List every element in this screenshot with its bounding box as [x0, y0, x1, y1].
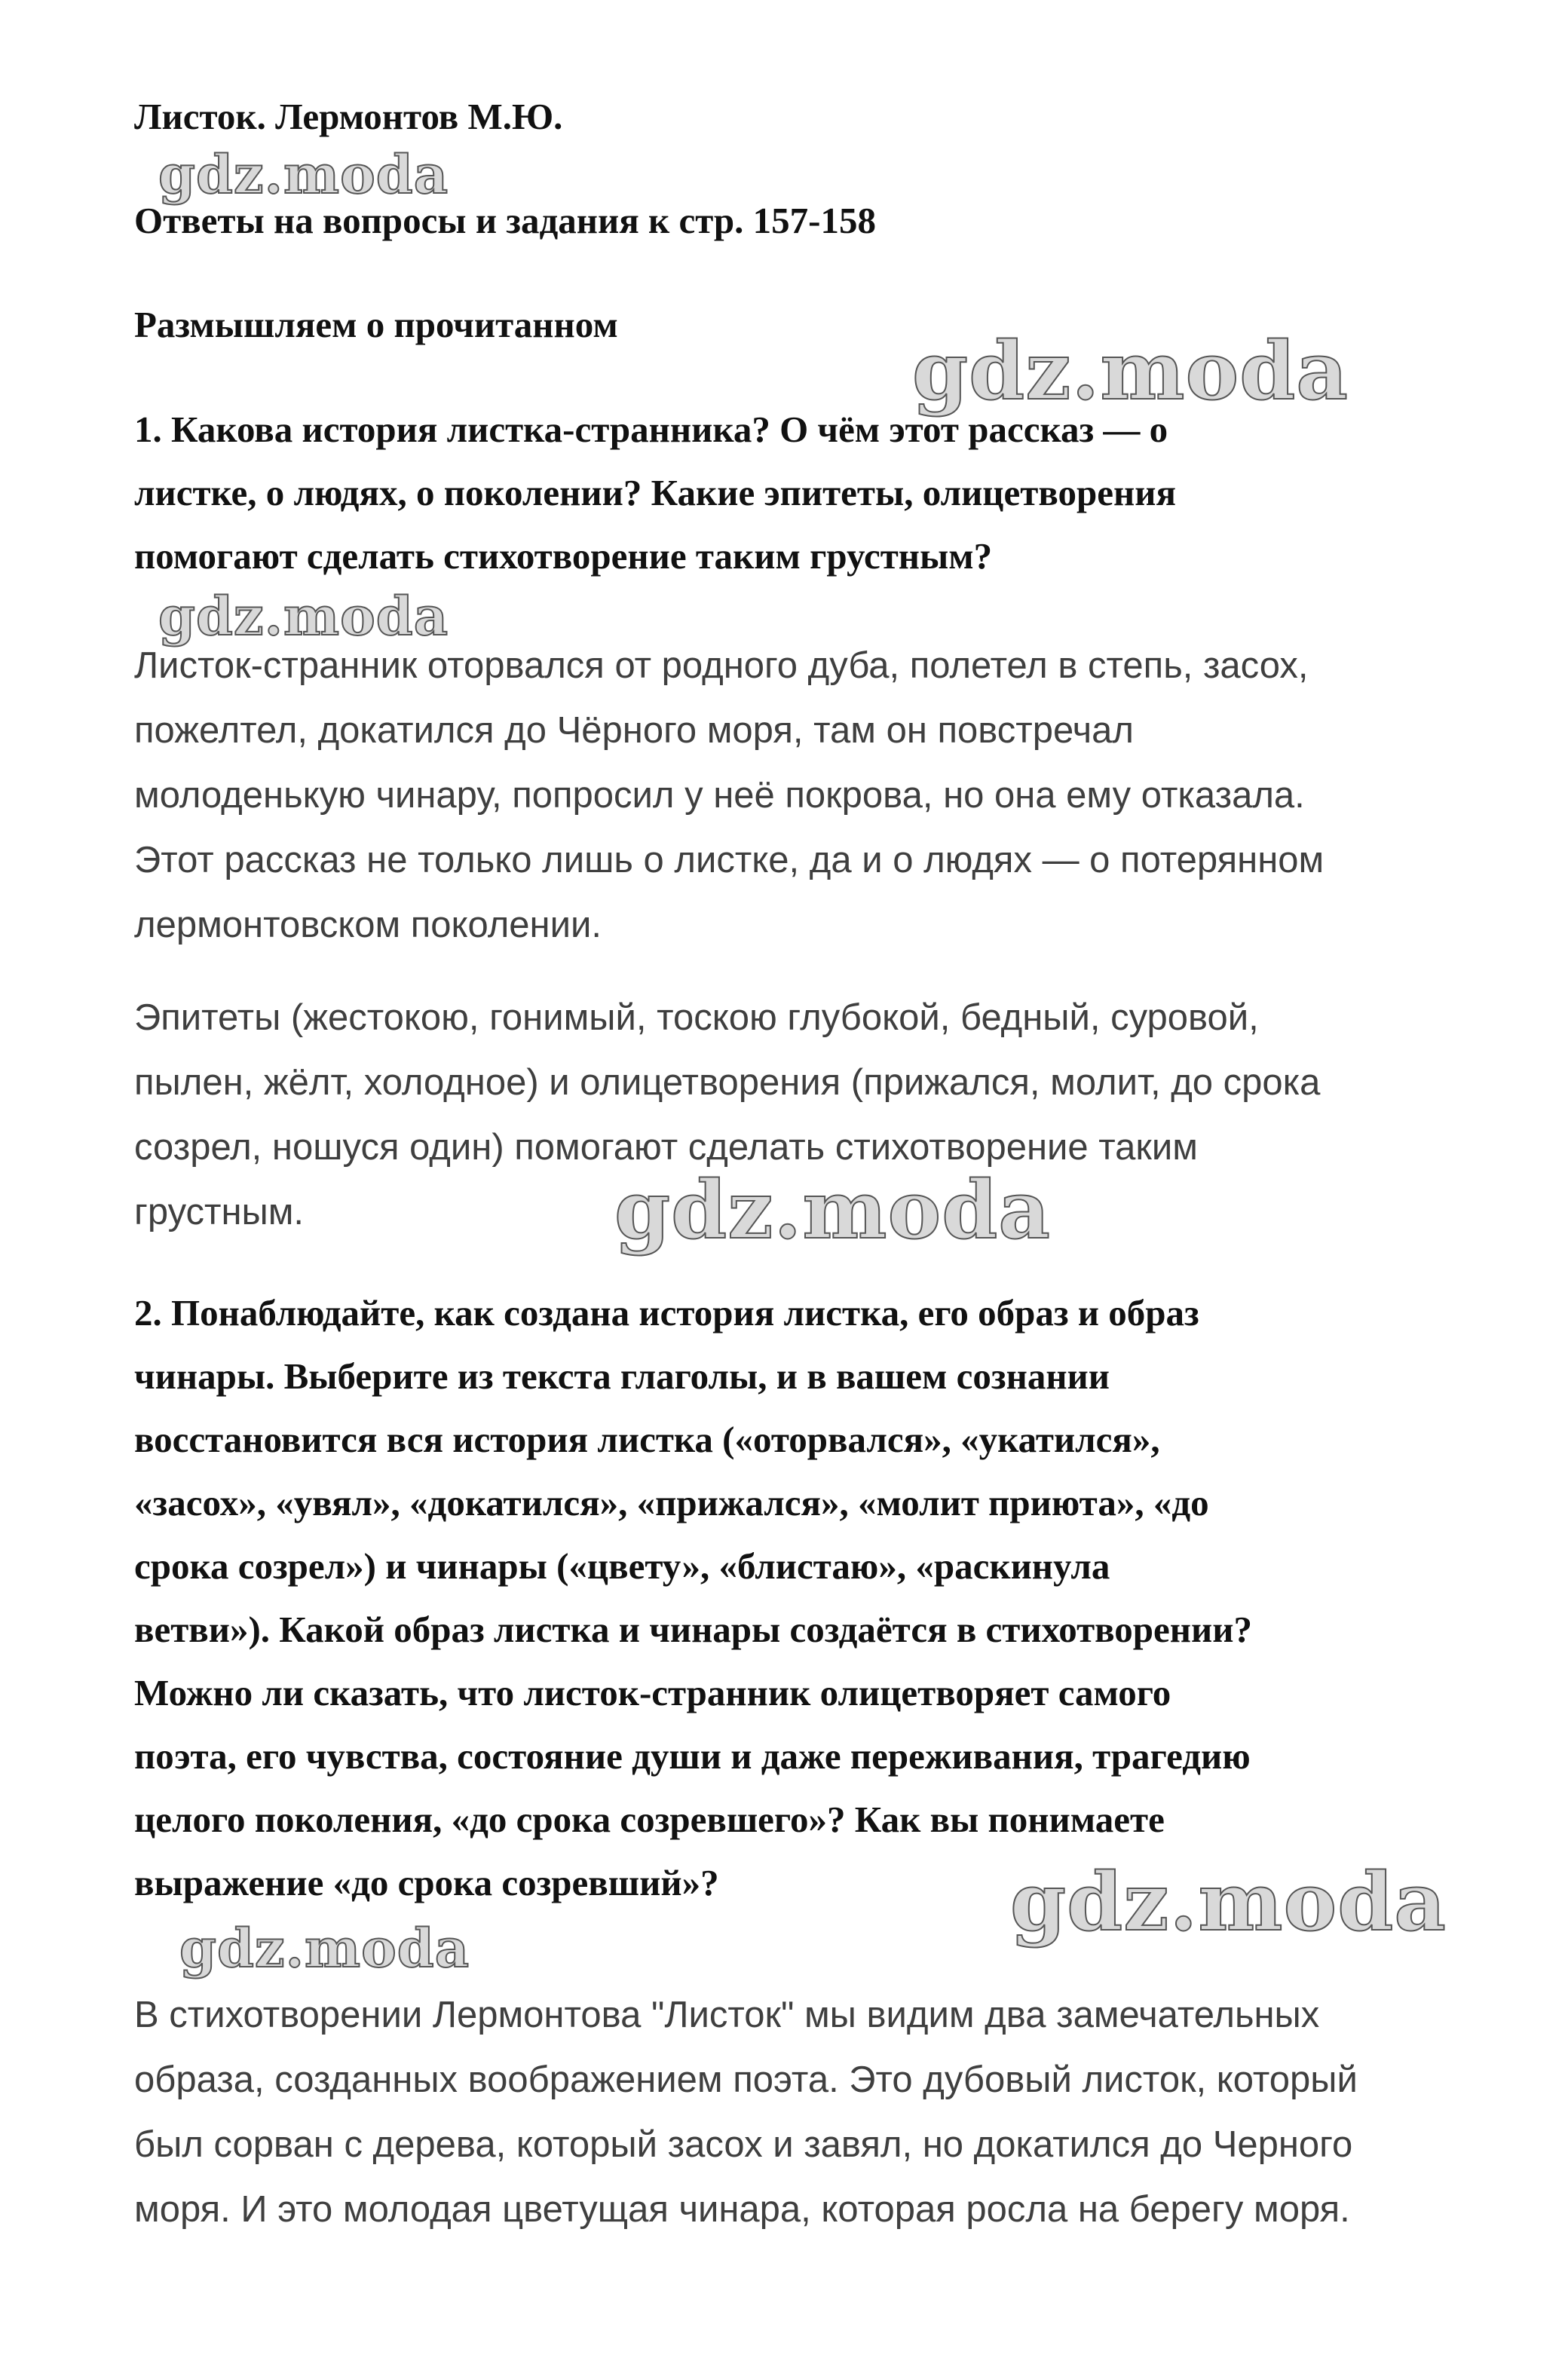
watermark-logo: gdz.moda	[158, 143, 449, 206]
answer-line: лермонтовском поколении.	[134, 905, 602, 945]
question-line: чинары. Выберите из текста глаголы, и в вашем сознании	[134, 1355, 1110, 1397]
answer-line: пожелтел, докатился до Чёрного моря, там он повстречал	[134, 710, 1134, 751]
answer-line: молоденькую чинару, попросил у неё покрова, но она ему отказала.	[134, 775, 1305, 816]
question-2	[134, 1281, 1461, 1915]
document-subtitle: Ответы на вопросы и задания к стр. 157-158	[134, 200, 876, 241]
question-line: восстановится вся история листка («оторвался», «укатился»,	[134, 1419, 1160, 1460]
watermark-logo: gdz.moda	[614, 1162, 1051, 1257]
question-line: выражение «до срока созревший»?	[134, 1862, 719, 1903]
question-1	[134, 398, 1491, 588]
question-line: поэта, его чувства, состояние души и даже переживания, трагедию	[134, 1735, 1251, 1777]
answer-line: В стихотворении Лермонтова "Листок" мы видим два замечательных	[134, 1995, 1320, 2035]
answer-line: Листок-странник оторвался от родного дуба, полетел в степь, засох,	[134, 645, 1309, 686]
watermark-logo: gdz.moda	[158, 585, 449, 648]
question-line: листке, о людях, о поколении? Какие эпитеты, олицетворения	[134, 472, 1176, 513]
question-line: 2. Понаблюдайте, как создана история листка, его образ и образ	[134, 1292, 1199, 1334]
answer-line: пылен, жёлт, холодное) и олицетворения (прижался, молит, до срока	[134, 1062, 1321, 1103]
answer-1-paragraph-2	[134, 985, 1423, 1245]
answer-line: Этот рассказ не только лишь о листке, да и о людях — о потерянном	[134, 840, 1325, 880]
question-line: помогают сделать стихотворение таким грустным?	[134, 535, 993, 577]
answer-line: грустным.	[134, 1192, 305, 1232]
answer-line: Эпитеты (жестокою, гонимый, тоскою глубокой, бедный, суровой,	[134, 997, 1259, 1038]
answer-line: созрел, ношуся один) помогают сделать стихотворение таким	[134, 1127, 1198, 1168]
watermark-logo: gdz.moda	[1010, 1854, 1447, 1949]
answer-line: моря. И это молодая цветущая чинара, которая росла на берегу моря.	[134, 2189, 1350, 2230]
document-title: Листок. Лермонтов М.Ю.	[134, 96, 563, 137]
answer-line: был сорван с дерева, который засох и завял, но докатился до Черного	[134, 2124, 1353, 2165]
question-line: срока созрел») и чинары («цвету», «блистаю», «раскинула	[134, 1545, 1110, 1587]
question-line: целого поколения, «до срока созревшего»? Как вы понимаете	[134, 1799, 1165, 1840]
answer-2-paragraph	[134, 1983, 1461, 2242]
question-line: 1. Какова история листка-странника? О чём этот рассказ — о	[134, 409, 1168, 450]
answer-line: образа, созданных воображением поэта. Это дубовый листок, который	[134, 2059, 1358, 2100]
watermark-logo: gdz.moda	[912, 323, 1349, 418]
answer-1-paragraph-1	[134, 633, 1431, 957]
question-line: ветви»). Какой образ листка и чинары создаётся в стихотворении?	[134, 1609, 1252, 1650]
question-line: «засох», «увял», «докатился», «прижался», «молит приюта», «до	[134, 1482, 1209, 1523]
section-heading: Размышляем о прочитанном	[134, 304, 618, 345]
question-line: Можно ли сказать, что листок-странник олицетворяет самого	[134, 1672, 1171, 1713]
watermark-logo: gdz.moda	[179, 1917, 470, 1980]
